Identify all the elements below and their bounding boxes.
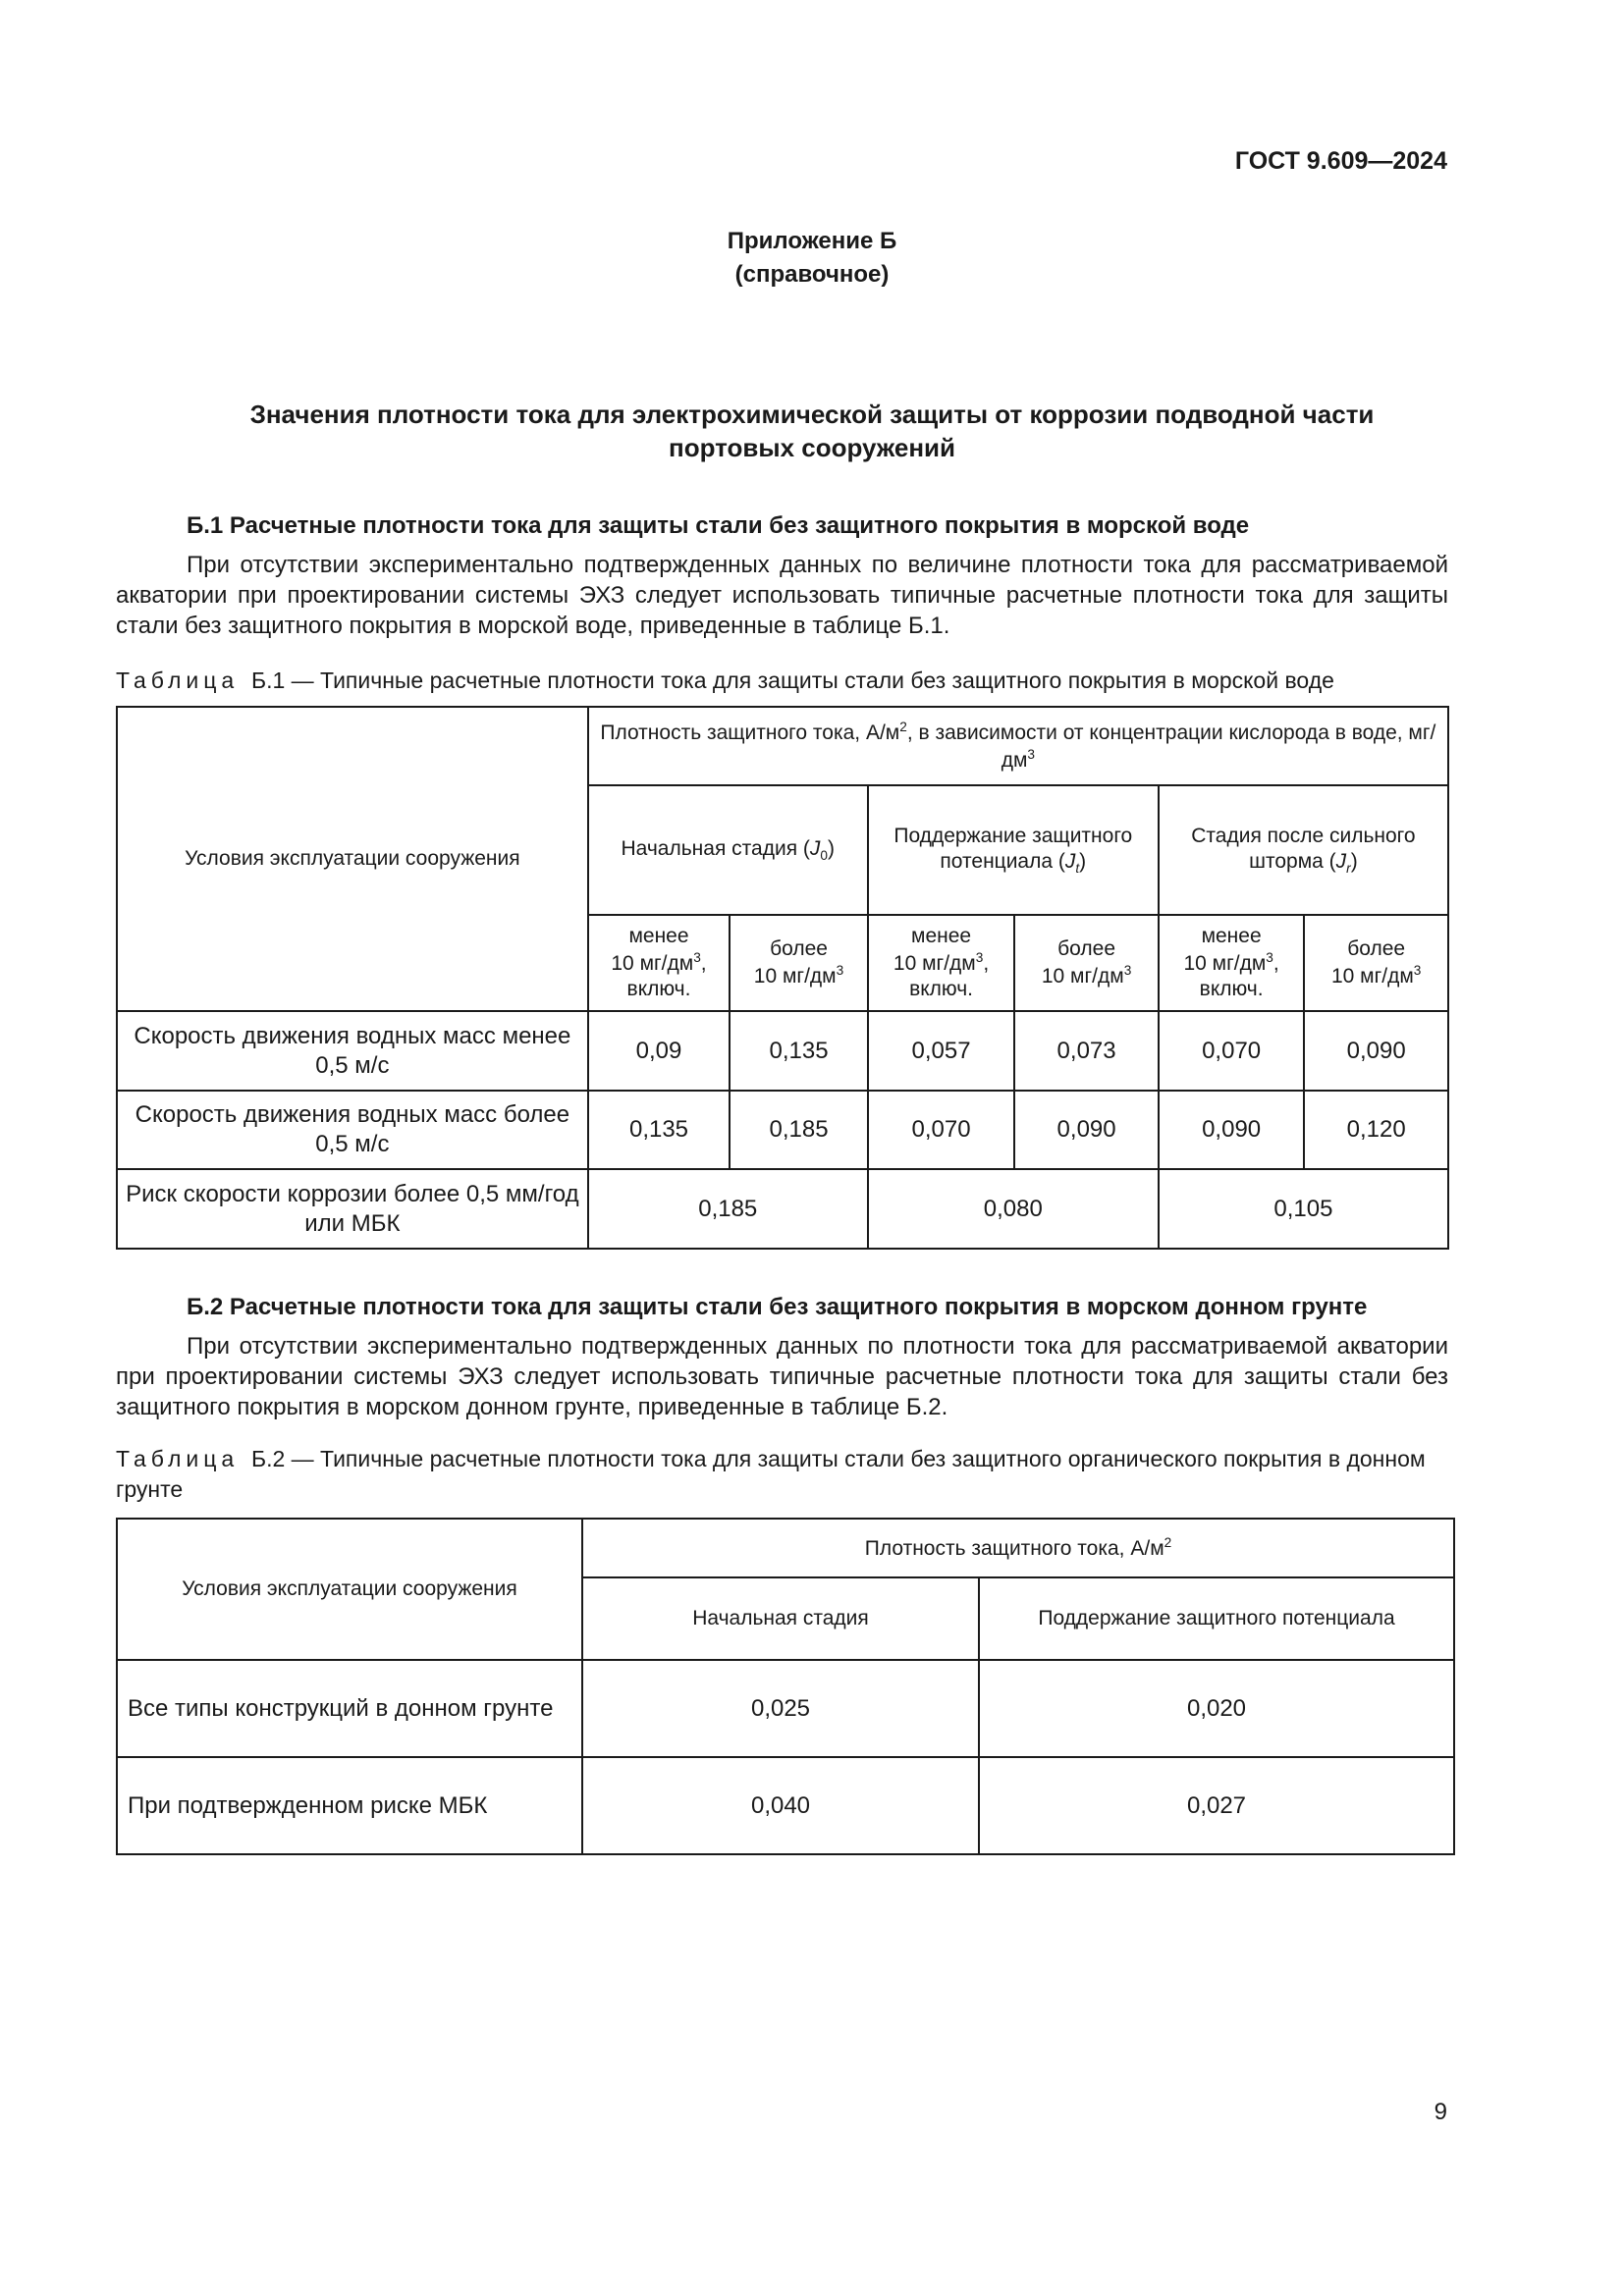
table-b1-header-storm: Стадия после сильного шторма $(J_r)$	[1159, 785, 1448, 915]
page-number: 9	[1434, 2099, 1447, 2125]
annex-title: Приложение Б	[727, 228, 897, 254]
document-title-line-2: портовых сооружений	[668, 433, 956, 462]
section-b2-paragraph: При отсутствии экспериментально подтвержденных данных по плотности тока для рассматриваемой акватории при проектировании системы ЭХЗ следует использовать типичные расчетные плотности тока для защиты стали без защитного покрытия в морском донном грунте, приведенные в таблице Б.2.	[116, 1333, 1448, 1420]
table-row	[117, 1011, 1448, 1091]
table-cell: 0,025	[582, 1660, 979, 1757]
table-cell: 0,027	[979, 1757, 1454, 1854]
table-row	[117, 1169, 1448, 1249]
document-title	[0, 398, 1624, 464]
table-b2-caption	[116, 1444, 1448, 1505]
table-b2-caption-text: Б.2 — Типичные расчетные плотности тока для защиты стали без защитного органического покрытия в донном грунте	[116, 1446, 1426, 1502]
table-b1-header-conditions: Условия эксплуатации сооружения	[117, 707, 588, 1011]
table-b1-row3-condition: Риск скорости коррозии более 0,5 мм/год или МБК	[117, 1169, 588, 1249]
annex-kind: (справочное)	[734, 261, 890, 288]
table-b1-header-more-3: более 10 $мг/дм^3$	[1304, 915, 1448, 1011]
table-b2-header-density: Плотность защитного тока, $А/м^2$	[582, 1519, 1454, 1577]
table-b2-header-conditions: Условия эксплуатации сооружения	[117, 1519, 582, 1660]
table-b1-caption	[116, 666, 1448, 696]
table-cell: 0,105	[1159, 1169, 1448, 1249]
table-cell: 0,040	[582, 1757, 979, 1854]
table-b1-header-initial-stage: Начальная стадия $(J_0)$	[588, 785, 868, 915]
table-cell: 0,073	[1014, 1011, 1159, 1091]
table-cell: 0,020	[979, 1660, 1454, 1757]
table-cell: 0,09	[588, 1011, 731, 1091]
table-cell: 0,185	[588, 1169, 868, 1249]
document-title-line-1: Значения плотности тока для электрохимической защиты от коррозии подводной части	[249, 400, 1375, 429]
table-cell: 0,090	[1304, 1011, 1448, 1091]
table-cell: 0,057	[868, 1011, 1015, 1091]
table-cell: 0,185	[730, 1091, 868, 1169]
table-b1-header-maintenance: Поддержание защитного потенциала $(J_t)$	[868, 785, 1159, 915]
table-cell: 0,070	[1159, 1011, 1305, 1091]
table-cell: 0,070	[868, 1091, 1015, 1169]
table-b1-header-more-2: более 10 $мг/дм^3$	[1014, 915, 1159, 1011]
document-number: ГОСТ 9.609—2024	[1234, 147, 1447, 175]
table-b1-row1-condition: Скорость движения водных масс менее 0,5 м/с	[117, 1011, 588, 1091]
table-b1-caption-label: Таблица	[116, 667, 240, 693]
table-b2-row1-condition: Все типы конструкций в донном грунте	[117, 1660, 582, 1757]
table-b2-caption-label: Таблица	[116, 1446, 240, 1471]
table-b1-caption-text: Б.1 — Типичные расчетные плотности тока для защиты стали без защитного покрытия в морской воде	[250, 667, 1334, 693]
table-b1	[116, 706, 1449, 1250]
table-cell: 0,080	[868, 1169, 1159, 1249]
table-b1-header-more-1: более 10 $мг/дм^3$	[730, 915, 868, 1011]
table-b2	[116, 1518, 1455, 1855]
table-row	[117, 1091, 1448, 1169]
section-b1-paragraph: При отсутствии экспериментально подтвержденных данных по величине плотности тока для рассматриваемой акватории при проектировании системы ЭХЗ следует использовать типичные расчетные плотности тока для защиты стали без защитного покрытия в морской воде, приведенные в таблице Б.1.	[116, 552, 1448, 639]
table-b1-row2-condition: Скорость движения водных масс более 0,5 м/с	[117, 1091, 588, 1169]
table-cell: 0,120	[1304, 1091, 1448, 1169]
table-cell: 0,135	[588, 1091, 731, 1169]
table-cell: 0,135	[730, 1011, 868, 1091]
table-b2-header-initial: Начальная стадия	[582, 1577, 979, 1660]
table-b2-row2-condition: При подтвержденном риске МБК	[117, 1757, 582, 1854]
table-cell: 0,090	[1159, 1091, 1305, 1169]
table-row	[117, 1757, 1454, 1854]
table-cell: 0,090	[1014, 1091, 1159, 1169]
table-b1-header-less-3: менее 10 $мг/дм^3$, включ.	[1159, 915, 1305, 1011]
table-b1-header-density: Плотность защитного тока, $А/м^2$, в зависимости от концентрации кислорода в воде, $мг/дм^3$	[588, 707, 1448, 785]
section-b1-heading: Б.1 Расчетные плотности тока для защиты стали без защитного покрытия в морской воде	[187, 512, 1250, 539]
table-b1-header-less-1: менее 10 $мг/дм^3$, включ.	[588, 915, 731, 1011]
table-row	[117, 1660, 1454, 1757]
section-b2-heading: Б.2 Расчетные плотности тока для защиты стали без защитного покрытия в морском донном грунте	[187, 1294, 1368, 1320]
table-b2-header-maintenance: Поддержание защитного потенциала	[979, 1577, 1454, 1660]
table-b1-header-less-2: менее 10 $мг/дм^3$, включ.	[868, 915, 1015, 1011]
